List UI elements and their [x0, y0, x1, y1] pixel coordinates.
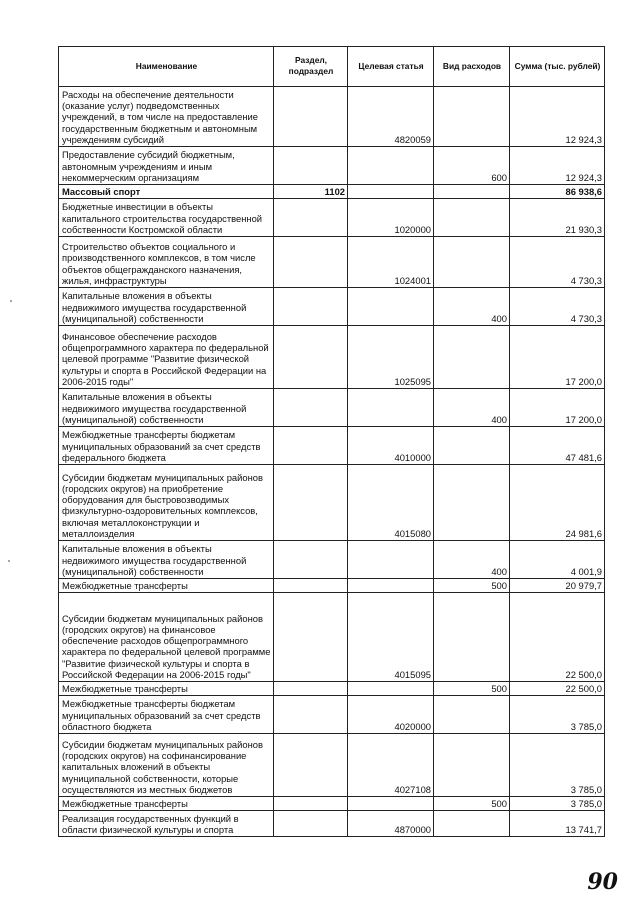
table-row	[59, 734, 605, 797]
table-row	[59, 389, 605, 427]
table-row	[59, 237, 605, 288]
row-target-article: 1020000	[348, 199, 434, 237]
row-sum: 47 481,6	[510, 427, 605, 465]
row-target-article: 1025095	[348, 326, 434, 389]
row-expense-type	[434, 199, 510, 237]
row-target-article: 4015080	[348, 465, 434, 541]
row-name: Реализация государственных функций в области физической культуры и спорта	[59, 811, 274, 837]
row-sum: 3 785,0	[510, 734, 605, 797]
table-row	[59, 682, 605, 696]
row-expense-type: 500	[434, 797, 510, 811]
row-expense-type: 400	[434, 541, 510, 579]
row-section	[274, 797, 348, 811]
row-expense-type: 400	[434, 389, 510, 427]
row-section	[274, 326, 348, 389]
table-row	[59, 465, 605, 541]
row-section	[274, 389, 348, 427]
row-sum: 86 938,6	[510, 185, 605, 199]
row-sum: 12 924,3	[510, 147, 605, 185]
table-row	[59, 579, 605, 593]
row-name: Капитальные вложения в объекты недвижимого имущества государственной (муниципальной) собственности	[59, 389, 274, 427]
row-target-article	[348, 147, 434, 185]
row-target-article	[348, 797, 434, 811]
row-section	[274, 199, 348, 237]
row-expense-type	[434, 427, 510, 465]
table-header-row	[59, 47, 605, 87]
row-expense-type	[434, 465, 510, 541]
row-target-article: 4820059	[348, 87, 434, 147]
table-row	[59, 696, 605, 734]
row-expense-type	[434, 87, 510, 147]
row-name: Массовый спорт	[59, 185, 274, 199]
table-row	[59, 87, 605, 147]
row-sum: 4 730,3	[510, 288, 605, 326]
row-target-article: 4015095	[348, 593, 434, 682]
row-target-article: 4027108	[348, 734, 434, 797]
row-name: Межбюджетные трансферты	[59, 682, 274, 696]
row-sum: 24 981,6	[510, 465, 605, 541]
row-name: Субсидии бюджетам муниципальных районов (городских округов) на софинансирование капитальных вложений в объекты муниципальной собственности, которые осуществляются из местных бюджетов	[59, 734, 274, 797]
row-name: Капитальные вложения в объекты недвижимого имущества государственной (муниципальной) собственности	[59, 288, 274, 326]
header-name: Наименование	[59, 47, 274, 87]
row-sum: 22 500,0	[510, 682, 605, 696]
budget-table	[58, 46, 605, 837]
row-sum: 17 200,0	[510, 326, 605, 389]
row-section	[274, 237, 348, 288]
row-name: Финансовое обеспечение расходов общепрограммного характера по федеральной целевой программе "Развитие физической культуры и спорта в Российской Федерации на 2006-2015 годы"	[59, 326, 274, 389]
row-target-article: 1024001	[348, 237, 434, 288]
scan-speck	[10, 300, 12, 302]
row-name: Расходы на обеспечение деятельности (оказание услуг) подведомственных учреждений, в том числе на предоставление государственным бюджетным и автономным учреждениям субсидий	[59, 87, 274, 147]
row-name: Строительство объектов социального и производственного комплексов, в том числе объектов общегражданского назначения, жилья, инфраструктуры	[59, 237, 274, 288]
table-row	[59, 147, 605, 185]
row-name: Капитальные вложения в объекты недвижимого имущества государственной (муниципальной) собственности	[59, 541, 274, 579]
row-expense-type	[434, 734, 510, 797]
row-expense-type	[434, 696, 510, 734]
row-section	[274, 541, 348, 579]
row-expense-type	[434, 185, 510, 199]
row-sum: 22 500,0	[510, 593, 605, 682]
row-section: 1102	[274, 185, 348, 199]
row-name: Межбюджетные трансферты бюджетам муниципальных образований за счет средств федерального бюджета	[59, 427, 274, 465]
row-name: Субсидии бюджетам муниципальных районов (городских округов) на финансовое обеспечение расходов общепрограммного характера по федеральной целевой программе "Развитие физической культуры и спорта в Российской Федерации на 2006-2015 годы"	[59, 593, 274, 682]
row-section	[274, 811, 348, 837]
row-target-article: 4020000	[348, 696, 434, 734]
row-target-article	[348, 288, 434, 326]
row-target-article	[348, 185, 434, 199]
row-expense-type	[434, 593, 510, 682]
header-sum: Сумма (тыс. рублей)	[510, 47, 605, 87]
row-sum: 4 001,9	[510, 541, 605, 579]
row-sum: 20 979,7	[510, 579, 605, 593]
row-name: Межбюджетные трансферты бюджетам муниципальных образований за счет средств областного бюджета	[59, 696, 274, 734]
header-section: Раздел, подраздел	[274, 47, 348, 87]
row-section	[274, 87, 348, 147]
row-section	[274, 682, 348, 696]
row-target-article: 4870000	[348, 811, 434, 837]
row-section	[274, 147, 348, 185]
table-row	[59, 185, 605, 199]
row-target-article	[348, 682, 434, 696]
row-sum: 21 930,3	[510, 199, 605, 237]
row-sum: 13 741,7	[510, 811, 605, 837]
row-name: Предоставление субсидий бюджетным, автономным учреждениям и иным некоммерческим организациям	[59, 147, 274, 185]
table-row	[59, 326, 605, 389]
row-sum: 4 730,3	[510, 237, 605, 288]
row-expense-type: 600	[434, 147, 510, 185]
row-section	[274, 288, 348, 326]
table-row	[59, 427, 605, 465]
table-row	[59, 797, 605, 811]
row-name: Субсидии бюджетам муниципальных районов (городских округов) на приобретение оборудования для быстровозводимых физкультурно-оздоровительных комплексов, включая металлоконструкции и металлоизделия	[59, 465, 274, 541]
row-sum: 12 924,3	[510, 87, 605, 147]
row-expense-type	[434, 326, 510, 389]
row-target-article	[348, 579, 434, 593]
row-sum: 17 200,0	[510, 389, 605, 427]
page-number: 90	[587, 869, 618, 895]
row-section	[274, 465, 348, 541]
row-target-article	[348, 389, 434, 427]
table-row	[59, 593, 605, 682]
row-name: Межбюджетные трансферты	[59, 797, 274, 811]
row-expense-type	[434, 811, 510, 837]
table-row	[59, 541, 605, 579]
row-expense-type	[434, 237, 510, 288]
row-target-article: 4010000	[348, 427, 434, 465]
row-expense-type: 500	[434, 682, 510, 696]
table-row	[59, 811, 605, 837]
row-section	[274, 734, 348, 797]
row-expense-type: 400	[434, 288, 510, 326]
row-target-article	[348, 541, 434, 579]
row-section	[274, 593, 348, 682]
row-name: Бюджетные инвестиции в объекты капитального строительства государственной собственности Костромской области	[59, 199, 274, 237]
header-expense-type: Вид расходов	[434, 47, 510, 87]
row-sum: 3 785,0	[510, 797, 605, 811]
row-section	[274, 696, 348, 734]
scan-speck	[8, 560, 10, 562]
header-target: Целевая статья	[348, 47, 434, 87]
row-name: Межбюджетные трансферты	[59, 579, 274, 593]
row-section	[274, 427, 348, 465]
table-row	[59, 199, 605, 237]
row-section	[274, 579, 348, 593]
row-sum: 3 785,0	[510, 696, 605, 734]
table-row	[59, 288, 605, 326]
row-expense-type: 500	[434, 579, 510, 593]
